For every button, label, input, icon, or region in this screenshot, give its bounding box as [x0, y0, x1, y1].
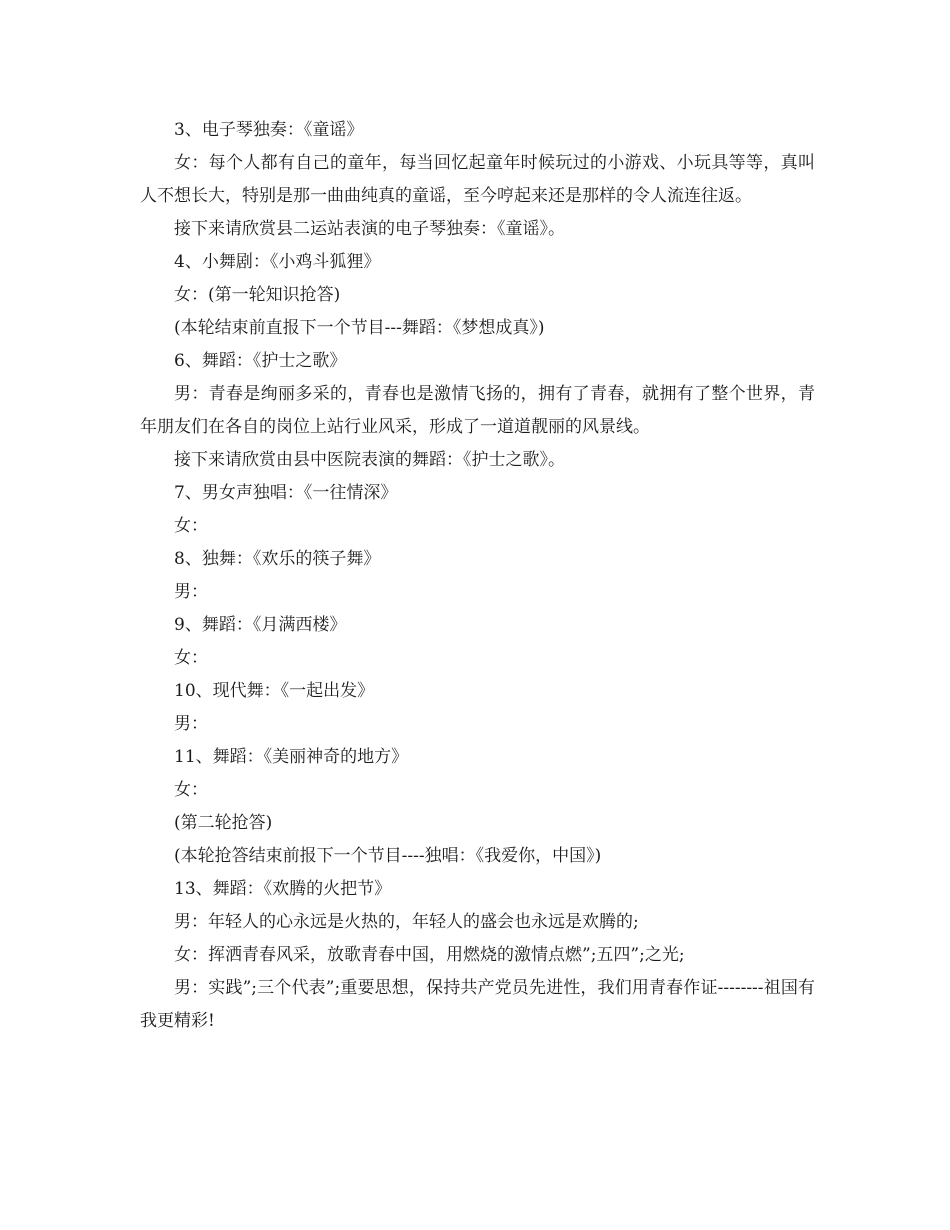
announcement-line: 接下来请欣赏由县中医院表演的舞蹈：《护士之歌》。 [174, 450, 565, 470]
program-item-11: 11、舞蹈：《美丽神奇的地方》 [174, 747, 409, 767]
stage-note: (第二轮抢答) [174, 813, 273, 833]
female-host-line: 女： [174, 648, 208, 668]
female-host-line: 女：挥洒青春风采，放歌青春中国，用燃烧的激情点燃”;五四”;之光; [174, 945, 685, 965]
female-host-line: 女： [174, 516, 208, 536]
male-host-line: 男：年轻人的心永远是火热的，年轻人的盛会也永远是欢腾的; [174, 912, 639, 932]
female-host-line: 女：(第一轮知识抢答) [174, 285, 341, 305]
program-item-4: 4、小舞剧：《小鸡斗狐狸》 [174, 252, 381, 272]
male-host-line: 男：实践”;三个代表”;重要思想，保持共产党员先进性，我们用青春作证--------祖国有我更精彩! [140, 978, 815, 1031]
program-item-10: 10、现代舞：《一起出发》 [174, 681, 375, 701]
program-item-9: 9、舞蹈：《月满西楼》 [174, 615, 347, 635]
male-host-line: 男： [174, 582, 208, 602]
document-body [140, 114, 815, 1038]
announcement-line: 接下来请欣赏县二运站表演的电子琴独奏：《童谣》。 [174, 219, 565, 239]
program-item-8: 8、独舞：《欢乐的筷子舞》 [174, 549, 381, 569]
program-item-7: 7、男女声独唱：《一往情深》 [174, 483, 398, 503]
female-host-line: 女： [174, 780, 208, 800]
male-host-line: 男：青春是绚丽多采的，青春也是激情飞扬的，拥有了青春，就拥有了整个世界，青年朋友们在各自的岗位上站行业风采，形成了一道道靓丽的风景线。 [140, 384, 815, 437]
program-item-13: 13、舞蹈：《欢腾的火把节》 [174, 879, 392, 899]
program-item-6: 6、舞蹈：《护士之歌》 [174, 351, 347, 371]
male-host-line: 男： [174, 714, 208, 734]
program-item-3: 3、电子琴独奏：《童谣》 [174, 120, 364, 140]
stage-note: (本轮结束前直报下一个节目---舞蹈：《梦想成真》) [174, 318, 545, 338]
female-host-line: 女：每个人都有自己的童年，每当回忆起童年时候玩过的小游戏、小玩具等等，真叫人不想长大，特别是那一曲曲纯真的童谣，至今哼起来还是那样的令人流连往返。 [140, 153, 815, 206]
stage-note: (本轮抢答结束前报下一个节目----独唱：《我爱你，中国》) [174, 846, 602, 866]
